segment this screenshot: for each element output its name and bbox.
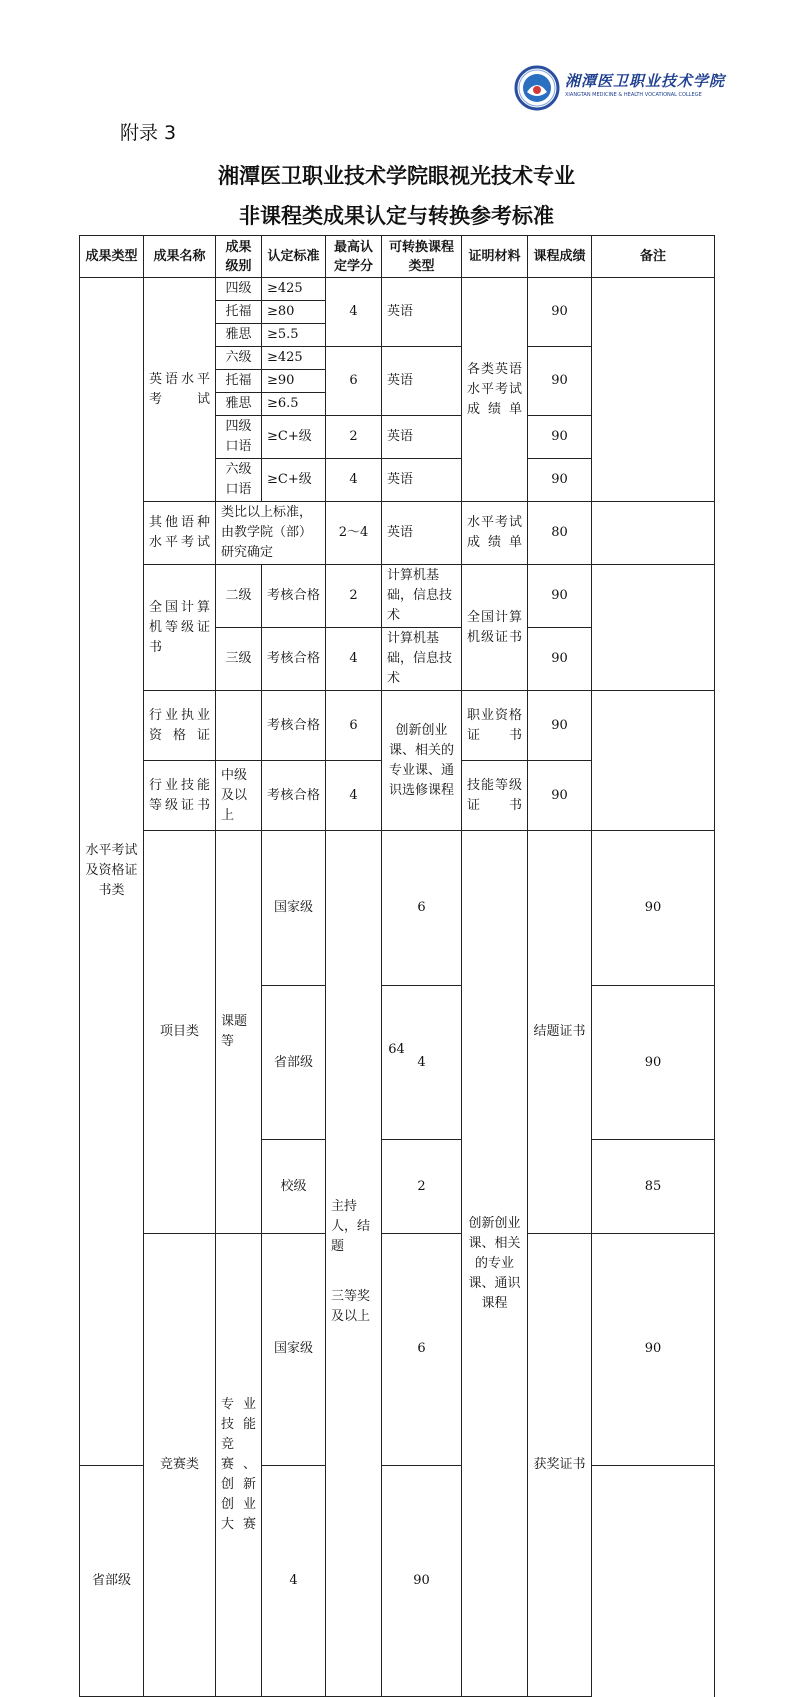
standard-cell: 类比以上标准，由教学院（部）研究确定 — [216, 502, 326, 565]
standard-cell: ≥425 — [262, 278, 326, 301]
course-cell: 英语 — [382, 416, 462, 459]
document-subtitle: 非课程类成果认定与转换参考标准 — [239, 204, 554, 228]
level-cell: 三级 — [216, 628, 262, 691]
proof-cell: 水平考试成绩单 — [462, 502, 528, 565]
level-cell: 国家级 — [262, 831, 326, 986]
credit-cell: 4 — [326, 278, 382, 347]
credit-cell: 6 — [326, 347, 382, 416]
achievement-name-cell: 行业执业资格证 — [144, 691, 216, 761]
proof-cell: 各类英语水平考试成绩单 — [462, 278, 528, 502]
header-cell: 成果类型 — [80, 236, 144, 278]
level-cell: 省部级 — [262, 985, 326, 1140]
header-cell: 证明材料 — [462, 236, 528, 278]
score-cell: 90 — [592, 985, 715, 1140]
proof-cell: 技能等级证书 — [462, 761, 528, 831]
score-cell: 90 — [528, 459, 592, 502]
achievement-name-cell: 课题等 — [216, 831, 262, 1234]
level-cell: 托福 — [216, 370, 262, 393]
level-cell: 省部级 — [80, 1465, 144, 1697]
course-cell: 英语 — [382, 459, 462, 502]
note-cell — [592, 691, 715, 831]
project-standard: 主持人，结题 — [331, 1198, 371, 1254]
header-cell: 课程成绩 — [528, 236, 592, 278]
category-cell: 竞赛类 — [144, 1234, 216, 1697]
level-cell: 四级 — [216, 278, 262, 301]
proof-cell: 结题证书 — [528, 831, 592, 1234]
standard-cell: ≥5.5 — [262, 324, 326, 347]
credit-cell: 6 — [382, 1234, 462, 1466]
header-cell: 认定标准 — [262, 236, 326, 278]
level-cell: 六级口语 — [216, 459, 262, 502]
course-cell: 英语 — [382, 347, 462, 416]
table-row — [80, 565, 715, 628]
standard-cell: 考核合格 — [262, 761, 326, 831]
course-cell: 英语 — [382, 278, 462, 347]
credit-cell: 4 — [326, 459, 382, 502]
course-cell: 计算机基础，信息技术 — [382, 628, 462, 691]
credit-cell: 2 — [382, 1140, 462, 1234]
table-row — [80, 831, 715, 986]
credit-cell: 2～4 — [326, 502, 382, 565]
credit-cell: 4 — [326, 628, 382, 691]
table-row — [80, 278, 715, 301]
note-cell — [592, 502, 715, 565]
level-cell: 校级 — [262, 1140, 326, 1234]
header-cell: 最高认定学分 — [326, 236, 382, 278]
score-cell: 90 — [592, 831, 715, 986]
standard-cell: 考核合格 — [262, 691, 326, 761]
achievement-name-cell: 行业技能等级证书 — [144, 761, 216, 831]
level-cell: 二级 — [216, 565, 262, 628]
level-cell: 国家级 — [262, 1234, 326, 1466]
table-row — [80, 1234, 715, 1466]
proof-cell: 获奖证书 — [528, 1234, 592, 1697]
standard-cell: ≥C+级 — [262, 459, 326, 502]
level-cell: 雅思 — [216, 324, 262, 347]
score-cell: 85 — [592, 1140, 715, 1234]
logo-subtext: XIANGTAN MEDICINE & HEALTH VOCATIONAL COLLEGE — [565, 92, 702, 98]
proof-cell: 全国计算机级证书 — [462, 565, 528, 691]
level-cell: 雅思 — [216, 393, 262, 416]
achievement-name-cell: 全国计算机等级证书 — [144, 565, 216, 691]
course-cell: 计算机基础，信息技术 — [382, 565, 462, 628]
score-cell: 80 — [528, 502, 592, 565]
standard-cell: ≥80 — [262, 301, 326, 324]
score-cell: 90 — [592, 1234, 715, 1466]
credit-cell: 4 — [382, 985, 462, 1140]
credit-cell: 4 — [326, 761, 382, 831]
conversion-standard-table — [79, 235, 715, 1697]
credit-cell: 2 — [326, 565, 382, 628]
credit-cell: 6 — [326, 691, 382, 761]
level-cell: 六级 — [216, 347, 262, 370]
document-title: 湘潭医卫职业技术学院眼视光技术专业 — [218, 164, 575, 188]
score-cell: 90 — [528, 761, 592, 831]
credit-cell: 4 — [262, 1465, 326, 1697]
credit-cell: 6 — [382, 831, 462, 986]
course-cell: 英语 — [382, 502, 462, 565]
header-cell: 成果级别 — [216, 236, 262, 278]
standard-cell: ≥6.5 — [262, 393, 326, 416]
table-header-row — [80, 236, 715, 278]
standard-cell: 考核合格 — [262, 628, 326, 691]
note-cell — [592, 278, 715, 502]
contest-standard: 三等奖及以上 — [331, 1288, 371, 1324]
level-cell — [216, 691, 262, 761]
table-row — [80, 691, 715, 761]
standard-cell: ≥425 — [262, 347, 326, 370]
score-cell: 90 — [528, 278, 592, 347]
course-cell: 创新创业课、相关的专业课、通识选修课程 — [382, 691, 462, 831]
course-cell: 创新创业课、相关的专业课、通识课程 — [462, 831, 528, 1697]
score-cell: 90 — [382, 1465, 462, 1697]
achievement-name-cell: 英语水平考试 — [144, 278, 216, 502]
table-row — [80, 502, 715, 565]
standard-cell: 考核合格 — [262, 565, 326, 628]
level-cell: 四级口语 — [216, 416, 262, 459]
score-cell: 90 — [528, 691, 592, 761]
page-number: 64 — [388, 1042, 405, 1057]
header-cell: 可转换课程类型 — [382, 236, 462, 278]
level-cell: 托福 — [216, 301, 262, 324]
credit-cell: 2 — [326, 416, 382, 459]
standard-cell — [326, 831, 382, 1697]
note-cell — [592, 565, 715, 691]
college-logo — [513, 64, 726, 112]
proof-cell: 职业资格证书 — [462, 691, 528, 761]
level-cell: 中级及以上 — [216, 761, 262, 831]
score-cell: 90 — [528, 628, 592, 691]
standard-cell: ≥C+级 — [262, 416, 326, 459]
achievement-name-cell: 其他语种水平考试 — [144, 502, 216, 565]
achievement-name-cell: 专业技能竞赛、创新创业大赛 — [216, 1234, 262, 1697]
score-cell: 90 — [528, 416, 592, 459]
category-cell: 项目类 — [144, 831, 216, 1234]
score-cell: 90 — [528, 565, 592, 628]
category-cell: 水平考试及资格证书类 — [80, 278, 144, 1466]
header-cell: 成果名称 — [144, 236, 216, 278]
logo-text: 湘潭医卫职业技术学院 — [565, 72, 726, 90]
standard-cell: ≥90 — [262, 370, 326, 393]
score-cell: 90 — [528, 347, 592, 416]
header-cell: 备注 — [592, 236, 715, 278]
appendix-label: 附录 3 — [120, 122, 177, 144]
